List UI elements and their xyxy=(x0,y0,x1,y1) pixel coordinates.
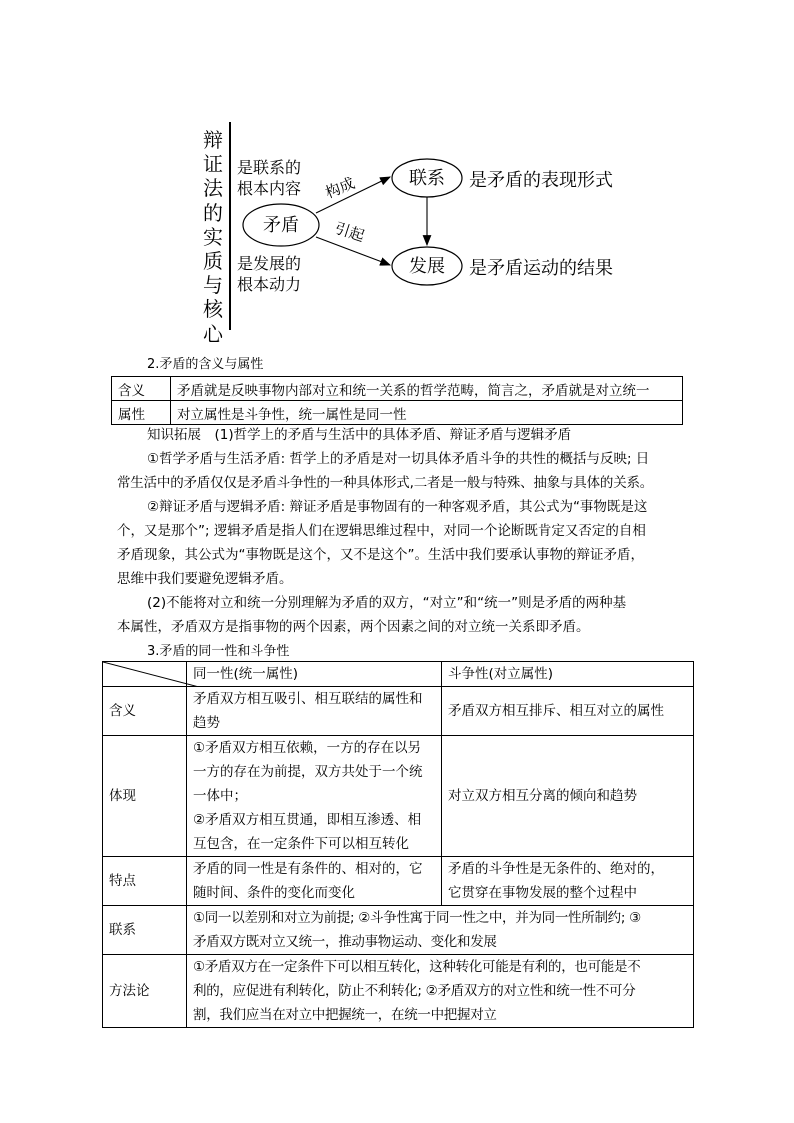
row-text: 矛盾就是反映事物内部对立和统一关系的哲学范畴，简言之，矛盾就是对立统一 xyxy=(171,377,683,401)
arrow-top-label: 构成 xyxy=(322,174,358,202)
row-label: 体现 xyxy=(103,736,187,857)
table-header-row xyxy=(103,662,694,687)
expand-line: 个，又是那个”; 逻辑矛盾是指人们在逻辑思维过程中，对同一个论断既肯定又否定的自相 xyxy=(117,523,646,539)
expand-line: 知识拓展 (1)哲学上的矛盾与生活中的具体矛盾、辩证矛盾与逻辑矛盾 xyxy=(147,427,572,443)
table-row xyxy=(112,377,683,401)
expand-line: ①哲学矛盾与生活矛盾: 哲学上的矛盾是对一切具体矛盾斗争的共性的概括与反映; 日 xyxy=(147,451,650,467)
row-label: 属性 xyxy=(112,401,171,425)
cell-line: ①矛盾双方相互依赖，一方的存在以另 xyxy=(193,740,422,756)
table-row xyxy=(103,687,694,736)
expand-line: ②辩证矛盾与逻辑矛盾: 辩证矛盾是事物固有的一种客观矛盾，其公式为“事物既是这 xyxy=(147,499,648,515)
col-header: 同一性(统一属性) xyxy=(187,662,442,687)
title-char: 证 xyxy=(203,152,223,177)
expand-line: 常生活中的矛盾仅仅是矛盾斗争性的一种具体形式,二者是一般与特殊、抽象与具体的关系。 xyxy=(117,475,654,491)
cell-line: 矛盾双方相互排斥、相互对立的属性 xyxy=(448,703,664,719)
cell-line: 一体中； xyxy=(193,788,247,804)
expand-line: 本属性，矛盾双方是指事物的两个因素，两个因素之间的对立统一关系即矛盾。 xyxy=(117,619,590,635)
table-row xyxy=(103,955,694,1028)
right-top-label: 是矛盾的表现形式 xyxy=(469,170,613,191)
cell-line: 它贯穿在事物发展的整个过程中 xyxy=(448,885,637,901)
cell-line: 趋势 xyxy=(193,715,220,731)
row-text: 对立属性是斗争性，统一属性是同一性 xyxy=(171,401,683,425)
cell-line: 矛盾双方相互吸引、相互联结的属性和 xyxy=(193,691,423,707)
node-top-label: 联系 xyxy=(409,168,445,189)
title-char: 与 xyxy=(203,273,223,298)
title-char: 法 xyxy=(203,176,223,201)
expand-line: 矛盾现象，其公式为“事物既是这个，又不是这个”。生活中我们要承认事物的辩证矛盾， xyxy=(117,547,644,563)
title-char: 心 xyxy=(203,321,223,346)
row-label: 特点 xyxy=(103,857,187,906)
title-char: 实 xyxy=(203,224,223,249)
title-char: 质 xyxy=(203,249,223,274)
cell-struggle xyxy=(442,687,694,736)
cell-line: 互包含，在一定条件下可以相互转化 xyxy=(193,836,409,852)
title-char: 核 xyxy=(203,297,223,322)
diagram-graphic xyxy=(0,0,794,340)
cell-struggle xyxy=(442,736,694,857)
diagonal-line xyxy=(103,662,199,687)
section3-table xyxy=(102,661,694,1028)
cell-line: ①同一以差别和对立为前提; ②斗争性寓于同一性之中，并为同一性所制约; ③ xyxy=(193,910,641,926)
cell-line: 矛盾双方既对立又统一，推动事物运动、变化和发展 xyxy=(193,934,497,950)
cell-line: 利的，应促进有利转化，防止不利转化; ②矛盾双方的对立性和统一性不可分 xyxy=(193,983,636,999)
cell-identity xyxy=(187,736,442,857)
cell-line: 随时间、条件的变化而变化 xyxy=(193,885,355,901)
cell-line: ①矛盾双方在一定条件下可以相互转化，这种转化可能是有利的，也可能是不 xyxy=(193,959,641,975)
cell-merged xyxy=(187,906,694,955)
right-bottom-label: 是矛盾运动的结果 xyxy=(469,258,613,279)
title-char: 的 xyxy=(203,200,223,225)
table-row xyxy=(103,736,694,857)
row-label: 方法论 xyxy=(103,955,187,1028)
cell-line: 对立双方相互分离的倾向和趋势 xyxy=(448,788,637,804)
title-char: 辩 xyxy=(203,128,223,152)
node-center-label: 矛盾 xyxy=(263,215,299,236)
row-label: 含义 xyxy=(112,377,171,401)
table-row xyxy=(103,857,694,906)
cell-line: 矛盾的斗争性是无条件的、绝对的， xyxy=(448,861,664,877)
left-top-line: 是联系的 xyxy=(237,158,302,177)
expand-line: (2)不能将对立和统一分别理解为矛盾的双方，“对立”和“统一”则是矛盾的两种基 xyxy=(147,595,627,611)
section2-table xyxy=(111,376,683,425)
left-bottom-line: 根本动力 xyxy=(237,275,302,294)
cell-struggle xyxy=(442,857,694,906)
left-top-line: 根本内容 xyxy=(237,179,302,198)
expand-line: 思维中我们要避免逻辑矛盾。 xyxy=(117,571,293,587)
table-row xyxy=(112,401,683,425)
cell-identity xyxy=(187,687,442,736)
cell-merged xyxy=(187,955,694,1028)
row-label: 联系 xyxy=(103,906,187,955)
col-header: 斗争性(对立属性) xyxy=(442,662,694,687)
left-bottom-line: 是发展的 xyxy=(237,254,302,273)
table-row xyxy=(103,906,694,955)
node-bottom-label: 发展 xyxy=(409,256,445,277)
cell-identity xyxy=(187,857,442,906)
section3-heading: 3.矛盾的同一性和斗争性 xyxy=(147,644,290,659)
cell-line: 矛盾的同一性是有条件的、相对的，它 xyxy=(193,861,423,877)
diagonal-corner-cell xyxy=(103,662,187,687)
cell-line: ②矛盾双方相互贯通，即相互渗透、相 xyxy=(193,812,422,828)
arrow-bottom-label: 引起 xyxy=(332,218,367,246)
section2-heading: 2.矛盾的含义与属性 xyxy=(147,357,264,372)
row-label: 含义 xyxy=(103,687,187,736)
cell-line: 一方的存在为前提，双方共处于一个统 xyxy=(193,764,423,780)
cell-line: 割，我们应当在对立中把握统一，在统一中把握对立 xyxy=(193,1007,497,1023)
